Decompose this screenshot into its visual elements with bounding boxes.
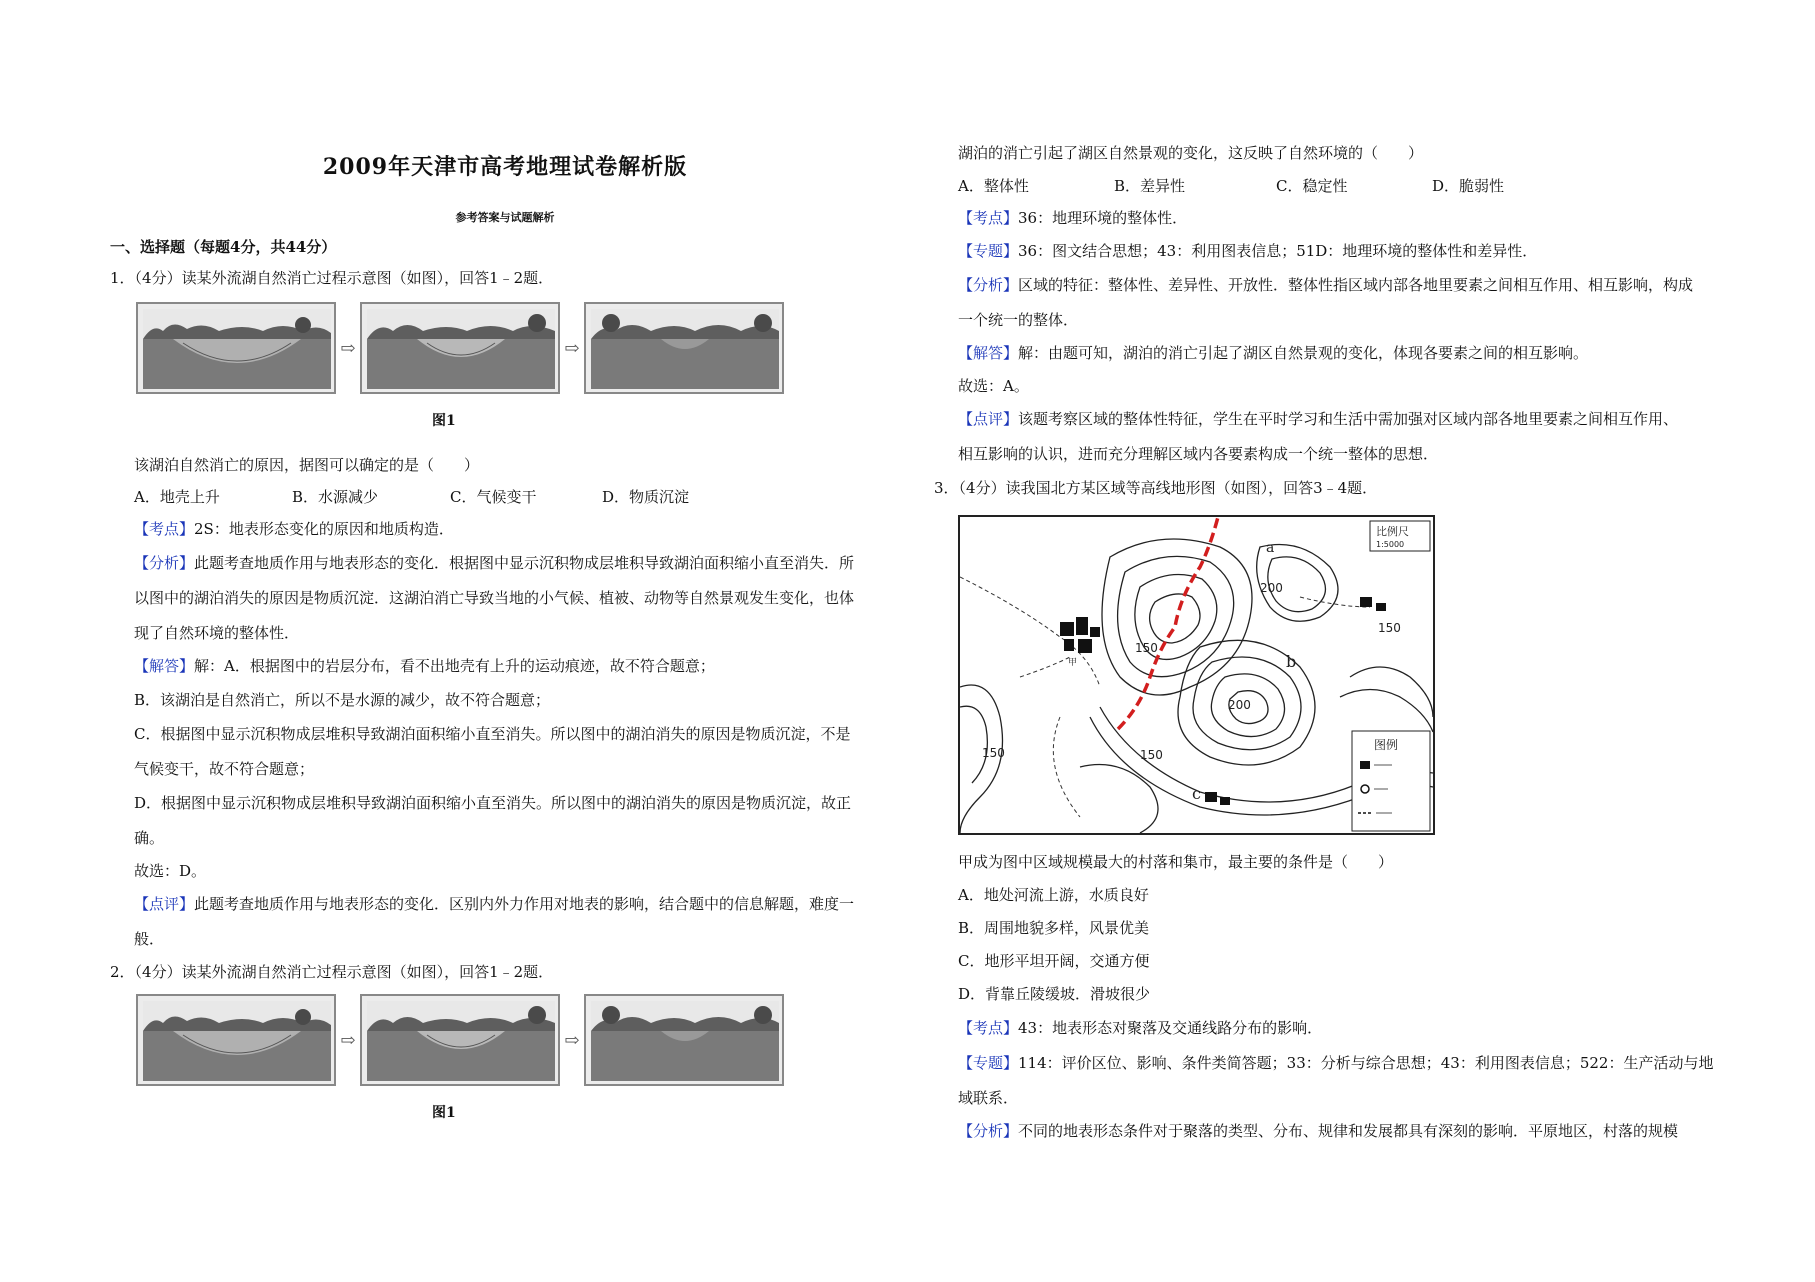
q1-options	[134, 487, 689, 507]
q2-option-a: A．整体性	[958, 177, 1029, 195]
contour-map-image	[958, 515, 1435, 835]
q1-jieda: 【解答】解：A．根据图中的岩层分布，看不出地壳有上升的运动痕迹，故不符合题意；	[134, 657, 715, 675]
jieda-tag: 【解答】	[134, 657, 195, 675]
fenxi-tag: 【分析】	[134, 554, 195, 572]
q2-option-d: D．脆弱性	[1432, 177, 1505, 195]
q2-answer: 故选：A。	[958, 377, 1029, 395]
kaodian-tag: 【考点】	[134, 520, 195, 538]
q2-zhuanti: 【专题】36：图文结合思想；43：利用图表信息；51D：地理环境的整体性和差异性．	[958, 242, 1538, 260]
q3-fenxi: 【分析】不同的地表形态条件对于聚落的类型、分布、规律和发展都具有深刻的影响．平原地区，村落的规模	[958, 1122, 1679, 1140]
q3-stem: 3．（4分）读我国北方某区域等高线地形图（如图），回答3﹣4题．	[934, 479, 1378, 497]
q1-figure	[136, 302, 784, 394]
lake-stage-3-image	[584, 302, 784, 394]
dianping-tag: 【点评】	[134, 895, 195, 913]
q1-option-a: A．地壳上升	[134, 488, 220, 506]
svg-text:比例尺: 比例尺	[1376, 525, 1409, 538]
svg-text:1:5000: 1:5000	[1376, 540, 1405, 549]
q1-jieda-line2: B．该湖泊是自然消亡，所以不是水源的减少，故不符合题意；	[134, 691, 551, 709]
q3-question: 甲成为图中区域规模最大的村落和集市，最主要的条件是（ ）	[958, 853, 1394, 871]
svg-text:200: 200	[1260, 581, 1283, 595]
q3-zhuanti-line2: 域联系．	[958, 1089, 1019, 1107]
section-heading: 一、选择题（每题4分，共44分）	[110, 238, 337, 256]
page-title: 2009年天津市高考地理试卷解析版	[322, 154, 688, 180]
arrow-right-icon: ⇨	[564, 1029, 580, 1051]
svg-text:150: 150	[1140, 748, 1163, 762]
q1-jieda-line3: C．根据图中显示沉积物成层堆积导致湖泊面积缩小直至消失。所以图中的湖泊消失的原因是物质沉淀，不是	[134, 725, 851, 743]
zhuanti-tag: 【专题】	[958, 242, 1019, 260]
q1-dianping: 【点评】此题考查地质作用与地表形态的变化．区别内外力作用对地表的影响，结合题中的信息解题，难度一	[134, 895, 855, 913]
q2-fenxi: 【分析】区域的特征：整体性、差异性、开放性．整体性指区域内部各地里要素之间相互作用、相互影响，构成	[958, 276, 1694, 294]
q1-kaodian: 【考点】2S：地表形态变化的原因和地质构造．	[134, 520, 454, 538]
svg-text:图例: 图例	[1374, 738, 1399, 752]
svg-text:b: b	[1286, 652, 1297, 671]
q1-answer: 故选：D。	[134, 862, 207, 880]
q2-option-b: B．差异性	[1114, 177, 1186, 195]
fenxi-tag: 【分析】	[958, 276, 1019, 294]
q1-fenxi-line3: 现了自然环境的整体性．	[134, 624, 300, 642]
q1-figure-label: 图1	[432, 413, 456, 429]
q2-figure	[136, 994, 784, 1086]
q2-jieda: 【解答】解：由题可知，湖泊的消亡引起了湖区自然景观的变化，体现各要素之间的相互影响。	[958, 344, 1589, 362]
q1-stem: 1．（4分）读某外流湖自然消亡过程示意图（如图），回答1﹣2题．	[110, 269, 554, 287]
lake-stage-3-image	[584, 994, 784, 1086]
q1-fenxi-line2: 以图中的湖泊消失的原因是物质沉淀．这湖泊消亡导致当地的小气候、植被、动物等自然景观发生变化，也体	[134, 589, 855, 607]
fenxi-tag: 【分析】	[958, 1122, 1019, 1140]
page-subtitle: 参考答案与试题解析	[455, 211, 555, 224]
zhuanti-tag: 【专题】	[958, 1054, 1019, 1072]
q3-option-d: D．背靠丘陵缓坡．滑坡很少	[958, 985, 1151, 1003]
q1-fenxi: 【分析】此题考查地质作用与地表形态的变化．根据图中显示沉积物成层堆积导致湖泊面积缩小直至消失．所	[134, 554, 855, 572]
lake-stage-1-image	[136, 302, 336, 394]
q1-option-d: D．物质沉淀	[602, 488, 690, 506]
q2-options	[958, 176, 1504, 196]
q2-question: 湖泊的消亡引起了湖区自然景观的变化，这反映了自然环境的（ ）	[958, 144, 1424, 162]
jieda-tag: 【解答】	[958, 344, 1019, 362]
svg-text:甲: 甲	[1068, 658, 1078, 668]
q1-question: 该湖泊自然消亡的原因，据图可以确定的是（ ）	[134, 456, 480, 474]
q2-figure-label: 图1	[432, 1105, 456, 1121]
q1-jieda-line4: 气候变干，故不符合题意；	[134, 760, 315, 778]
q1-jieda-line6: 确。	[134, 829, 165, 847]
q3-option-b: B．周围地貌多样，风景优美	[958, 919, 1150, 937]
q1-option-b: B．水源减少	[292, 488, 379, 506]
q2-dianping: 【点评】该题考察区域的整体性特征，学生在平时学习和生活中需加强对区域内部各地里要素之间相互作用、	[958, 410, 1679, 428]
kaodian-tag: 【考点】	[958, 1019, 1019, 1037]
kaodian-tag: 【考点】	[958, 209, 1019, 227]
q2-option-c: C．稳定性	[1276, 177, 1348, 195]
lake-stage-1-image	[136, 994, 336, 1086]
svg-text:150: 150	[1135, 641, 1158, 655]
q3-kaodian: 【考点】43：地表形态对聚落及交通线路分布的影响．	[958, 1019, 1323, 1037]
arrow-right-icon: ⇨	[564, 337, 580, 359]
lake-stage-2-image	[360, 302, 560, 394]
svg-text:150: 150	[1378, 621, 1401, 635]
svg-text:a: a	[1266, 540, 1275, 556]
q1-dianping-line2: 般．	[134, 930, 165, 948]
q3-zhuanti: 【专题】114：评价区位、影响、条件类简答题；33：分析与综合思想；43：利用图表信息；522：生产活动与地	[958, 1054, 1714, 1072]
arrow-right-icon: ⇨	[340, 1029, 356, 1051]
q1-jieda-line5: D．根据图中显示沉积物成层堆积导致湖泊面积缩小直至消失。所以图中的湖泊消失的原因是物质沉淀，故正	[134, 794, 852, 812]
q3-option-a: A．地处河流上游，水质良好	[958, 886, 1149, 904]
q2-stem: 2．（4分）读某外流湖自然消亡过程示意图（如图），回答1﹣2题．	[110, 963, 554, 981]
q2-dianping-line2: 相互影响的认识，进而充分理解区域内各要素构成一个统一整体的思想．	[958, 445, 1439, 463]
q1-option-c: C．气候变干	[450, 488, 537, 506]
arrow-right-icon: ⇨	[340, 337, 356, 359]
q2-kaodian: 【考点】36：地理环境的整体性．	[958, 209, 1188, 227]
svg-text:c: c	[1192, 784, 1201, 803]
svg-text:150: 150	[982, 746, 1005, 760]
svg-text:200: 200	[1228, 698, 1251, 712]
lake-stage-2-image	[360, 994, 560, 1086]
q3-option-c: C．地形平坦开阔，交通方便	[958, 952, 1150, 970]
dianping-tag: 【点评】	[958, 410, 1019, 428]
q2-fenxi-line2: 一个统一的整体．	[958, 311, 1079, 329]
